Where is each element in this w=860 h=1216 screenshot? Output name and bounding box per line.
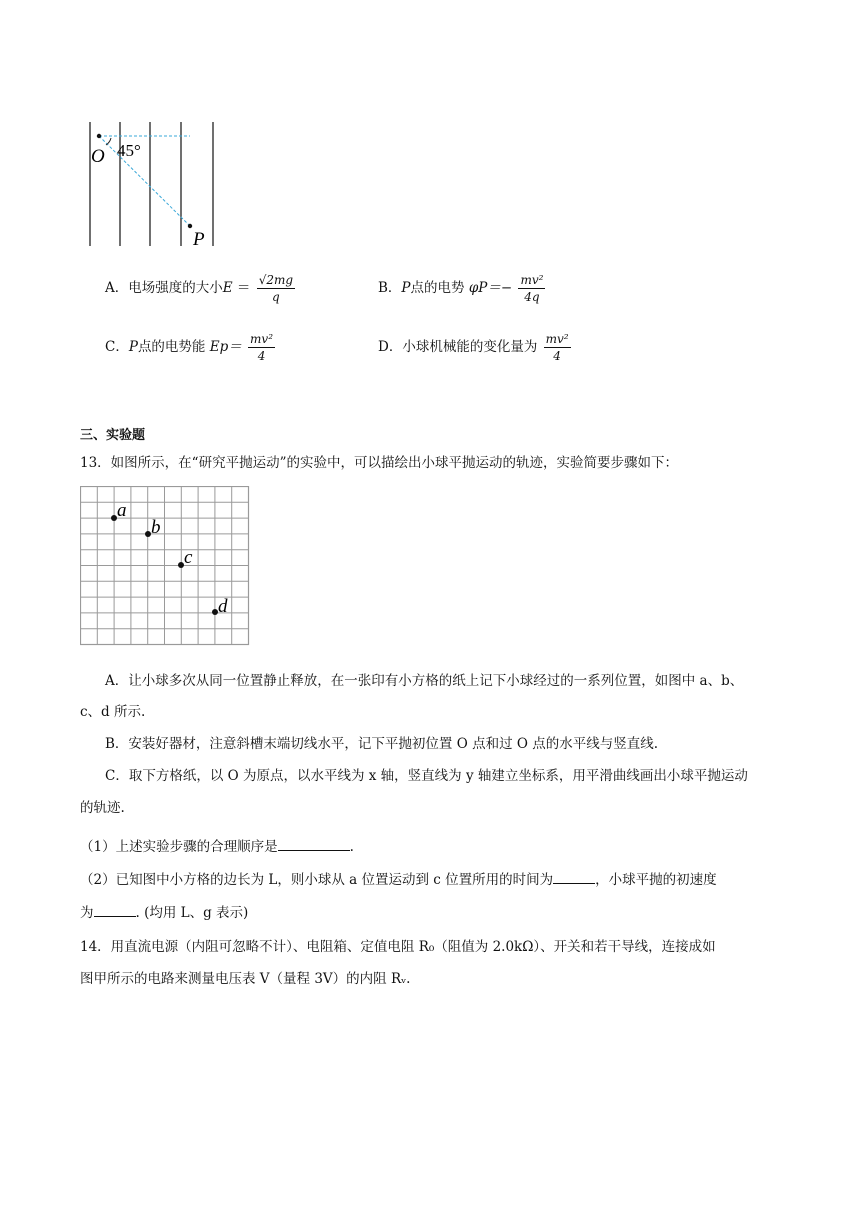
- q14-line2: 图甲所示的电路来测量电压表 V（量程 3V）的内阻 Rᵥ.: [80, 971, 411, 987]
- option-b-symbol: φP＝−: [468, 280, 513, 296]
- option-c-var: P: [128, 339, 138, 355]
- q13-part1-text: （1）上述实验步骤的合理顺序是: [80, 839, 278, 855]
- q13-part2-text: （2）已知图中小方格的边长为 L，则小球从 a 位置运动到 c 位置所用的时间为: [80, 872, 554, 888]
- q13-part2-mid: ，小球平抛的初速度: [595, 872, 717, 888]
- option-c-prefix: C．: [105, 339, 129, 355]
- fraction-numerator: √2mg: [258, 273, 294, 287]
- option-a-fraction: [257, 274, 295, 303]
- section-title: 三、实验题: [80, 428, 146, 443]
- label-angle: 45°: [117, 141, 141, 160]
- q13-part2-line2: [80, 901, 248, 921]
- fraction-denominator: q: [272, 290, 280, 304]
- answer-blank[interactable]: [553, 869, 595, 884]
- q13-part2-line2-pre: 为: [80, 905, 94, 921]
- answer-blank[interactable]: [278, 836, 350, 851]
- option-a-text: A．电场强度的大小: [105, 280, 223, 296]
- q13-part1-end: .: [349, 839, 354, 855]
- grid-lines: [81, 487, 249, 645]
- label-d: d: [218, 596, 228, 617]
- option-b-fraction: [518, 274, 545, 303]
- q13-step-a-line1: A．让小球多次从同一位置静止释放，在一张印有小方格的纸上记下小球经过的一系列位置，如图中 a、b、: [105, 673, 744, 689]
- option-c: [105, 333, 277, 362]
- q13-part2-line2-post: . (均用 L、g 表示): [135, 905, 249, 921]
- point-o: [97, 134, 101, 138]
- angle-arc: [106, 138, 111, 145]
- label-c: c: [184, 547, 193, 568]
- option-d-fraction: [544, 333, 571, 362]
- option-b-var: P: [401, 280, 411, 296]
- label-p: P: [193, 229, 205, 250]
- option-b: [378, 274, 547, 303]
- fraction-denominator: 4: [257, 349, 266, 363]
- q13-part2-line1: [80, 868, 717, 888]
- q13-stem: 13．如图所示，在“研究平抛运动”的实验中，可以描绘出小球平抛运动的轨迹，实验简要步骤如下：: [80, 455, 678, 471]
- fraction-denominator: 4q: [524, 290, 540, 304]
- option-c-text: 点的电势能: [137, 339, 206, 355]
- option-c-symbol: Ep＝: [209, 339, 242, 355]
- option-c-fraction: [248, 333, 275, 362]
- option-a: A．电场强度的大小E ＝ $\frac{√2mg}{q}$: [105, 273, 294, 304]
- label-b: b: [151, 517, 161, 538]
- option-d: [378, 333, 573, 362]
- q13-step-b: B．安装好器材，注意斜槽末端切线水平，记下平抛初位置 O 点和过 O 点的水平线与竖直线.: [105, 736, 659, 752]
- grid-diagram: [80, 486, 250, 648]
- fraction-denominator: 4: [553, 349, 561, 363]
- q14-line1: 14．用直流电源（内阻可忽略不计）、电阻箱、定值电阻 R₀（阻值为 2.0kΩ）、开关和若干导线，连接成如: [80, 939, 716, 955]
- trajectory-dashed-line: [99, 136, 190, 226]
- point-p: [188, 224, 192, 228]
- q13-step-c-line1: C．取下方格纸，以 O 为原点，以水平线为 x 轴，竖直线为 y 轴建立坐标系，用平滑曲线画出小球平抛运动: [105, 768, 748, 784]
- option-b-prefix: B．: [378, 280, 402, 296]
- field-diagram: [80, 116, 230, 252]
- label-o: O: [91, 146, 105, 167]
- q13-step-a-line2: c、d 所示.: [80, 704, 146, 720]
- option-d-text: D．小球机械能的变化量为: [378, 339, 538, 355]
- fraction-numerator: mv²: [250, 332, 273, 346]
- field-lines: [90, 122, 213, 246]
- label-a: a: [117, 500, 127, 521]
- fraction-numerator: mv²: [520, 273, 544, 287]
- q13-step-c-line2: 的轨迹.: [80, 800, 125, 816]
- option-a-var: E: [222, 280, 233, 296]
- option-b-text: 点的电势: [410, 280, 465, 296]
- answer-blank[interactable]: [94, 902, 136, 917]
- q13-part1: [80, 835, 354, 855]
- fraction-numerator: mv²: [545, 332, 569, 346]
